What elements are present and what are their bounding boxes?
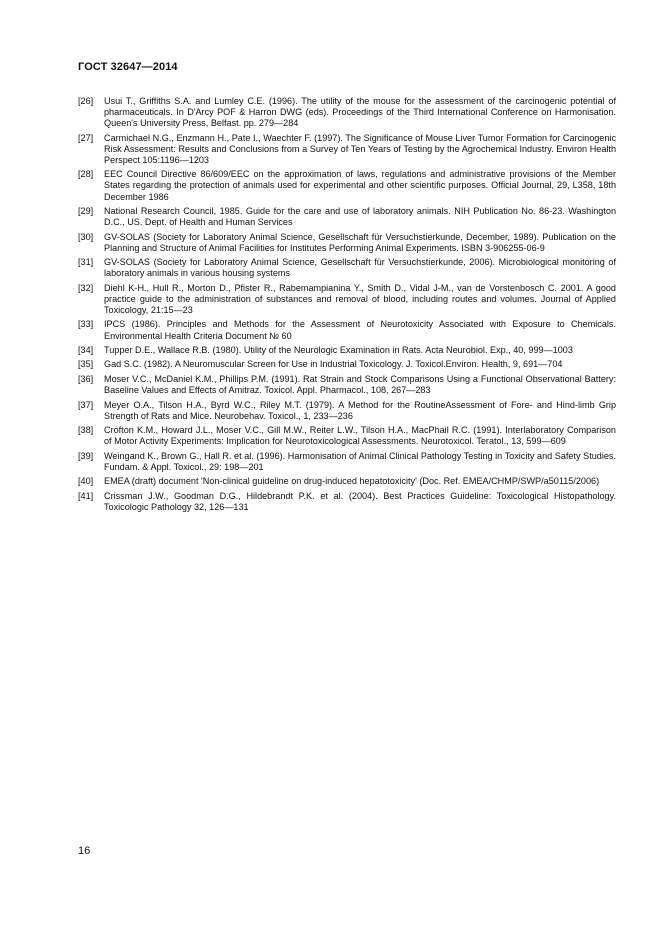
reference-text: Meyer O.A., Tilson H.A., Byrd W.C., Riley M.T. (1979). A Method for the RoutineAssessment of Fore- and Hind-limb Grip Strength of Rats and Mice. Neurobehav. Toxicol., 1, 233—236: [104, 399, 616, 421]
reference-item: [78, 283, 616, 316]
reference-text: IPCS (1986). Principles and Methods for the Assessment of Neurotoxicity Associated with Exposure to Chemicals. Environmental Health Criteria Document № 60: [104, 319, 616, 341]
reference-text: Tupper D.E., Wallace R.B. (1980). Utility of the Neurologic Examination in Rats. Acta Neurobiol. Exp., 40, 999—1003: [104, 345, 573, 355]
reference-item: [78, 319, 616, 341]
reference-text: Gad S.C. (1982). A Neuromuscular Screen for Use in Industrial Toxicology. J. Toxicol.Environ. Health, 9, 691—704: [104, 359, 563, 370]
reference-text: National Research Council, 1985. Guide for the care and use of laboratory animals. NIH Publication No. 86-23. Washington D.C., US. Dept. of Health and Human Services: [104, 206, 616, 228]
reference-number: [31]: [78, 257, 94, 268]
reference-text: GV-SOLAS (Society for Laboratory Animal Science, Gesellschaft für Versuchstierkunde, 2006). Microbiological monitoring of laboratory animals in various housing systems: [104, 257, 616, 279]
reference-item: [78, 206, 616, 228]
reference-text: Crofton K.M., Howard J.L., Moser V.C., Gill M.W., Reiter L.W., Tilson H.A., MacPhail R.C. (1991). Interlaboratory Comparison of Motor Activity Experiments: Implication for Neurotoxicological Assessments. Neurotoxicol. Teratol., 13, 599—609: [104, 425, 616, 447]
reference-text: Moser V.C., McDaniel K.M., Phillips P.M. (1991). Rat Strain and Stock Comparisons Using a Functional Observational Battery: Baseline Values and Effects of Amitraz. Toxicol. Appl. Pharmacol., 108, 267—283: [104, 373, 616, 396]
reference-item: [78, 476, 616, 487]
reference-number: [27]: [78, 132, 94, 143]
reference-number: [26]: [78, 96, 94, 106]
page-header: ГОСТ 32647—2014: [78, 61, 178, 73]
reference-item: [78, 491, 616, 513]
reference-number: [35]: [78, 359, 94, 370]
reference-item: [78, 451, 616, 473]
reference-text: EEC Council Directive 86/609/EEC on the approximation of laws, regulations and administrative provisions of the Member States regarding the protection of animals used for experimental and other scientific purposes. Official Journal, 29, L358, 18th December 1986: [104, 169, 616, 202]
reference-text: Usui T., Griffiths S.A. and Lumley C.E. (1996). The utility of the mouse for the assessment of the carcinogenic potential of pharmaceuticals. In D'Arcy POF & Harron DWG (eds). Proceedings of the Third International Conference on Harmonisation. Queen's University Press, Belfast. pp. 279—284: [104, 96, 616, 129]
reference-list: [78, 96, 616, 516]
reference-text: Weingand K., Brown G., Hall R. et al. (1996). Harmonisation of Animal Clinical Pathology Testing in Toxicity and Safety Studies. Fundam. & Appl. Toxicol., 29: 198—201: [104, 450, 616, 472]
reference-number: [33]: [78, 319, 94, 330]
reference-number: [28]: [78, 169, 94, 180]
reference-number: [30]: [78, 231, 94, 242]
reference-text: Crissman J.W., Goodman D.G., Hildebrandt P.K. et al. (2004). Best Practices Guideline: Toxicological Histopathology. Toxicologic Pathology 32, 126—131: [104, 490, 616, 512]
reference-item: [78, 96, 616, 129]
reference-item: [78, 232, 616, 254]
reference-number: [34]: [78, 345, 94, 355]
reference-text: GV-SOLAS (Society for Laboratory Animal Science, Gesellschaft für Versuchstierkunde, December, 1989). Publication on the Planning and Structure of Animal Facilities for Institutes Performing Animal Experiments. ISBN 3-906255-06-9: [104, 231, 616, 253]
reference-item: [78, 169, 616, 202]
reference-number: [40]: [78, 476, 94, 487]
reference-number: [36]: [78, 373, 94, 384]
reference-item: [78, 400, 616, 422]
reference-number: [29]: [78, 206, 94, 217]
reference-number: [37]: [78, 399, 94, 410]
reference-number: [38]: [78, 425, 94, 436]
reference-number: [32]: [78, 282, 94, 293]
reference-item: [78, 257, 616, 279]
page-number: 16: [78, 845, 91, 857]
reference-text: Diehl K-H., Hull R., Morton D., Pfister R., Rabemampianina Y., Smith D., Vidal J-M., van de Vorstenbosch C. 2001. A good practice guide to the administration of substances and removal of blood, including routes and volumes. Journal of Applied Toxicology, 21:15—23: [104, 282, 616, 315]
reference-item: [78, 133, 616, 166]
reference-item: [78, 425, 616, 447]
reference-text: Carmichael N.G., Enzmann H., Pate I., Waechter F. (1997). The Significance of Mouse Liver Tumor Formation for Carcinogenic Risk Assessment: Results and Conclusions from a Survey of Ten Years of Testing by the Agrochemical Industry. Environ Health Perspect 105:1196—1203: [104, 132, 616, 165]
reference-item: [78, 345, 616, 356]
reference-number: [39]: [78, 450, 94, 461]
reference-number: [41]: [78, 490, 94, 501]
reference-item: [78, 374, 616, 396]
reference-text: EMEA (draft) document 'Non-clinical guideline on drug-induced hepatotoxicity' (Doc. Ref. EMEA/CHMP/SWP/a50115/2006): [104, 476, 600, 487]
reference-item: [78, 359, 616, 370]
